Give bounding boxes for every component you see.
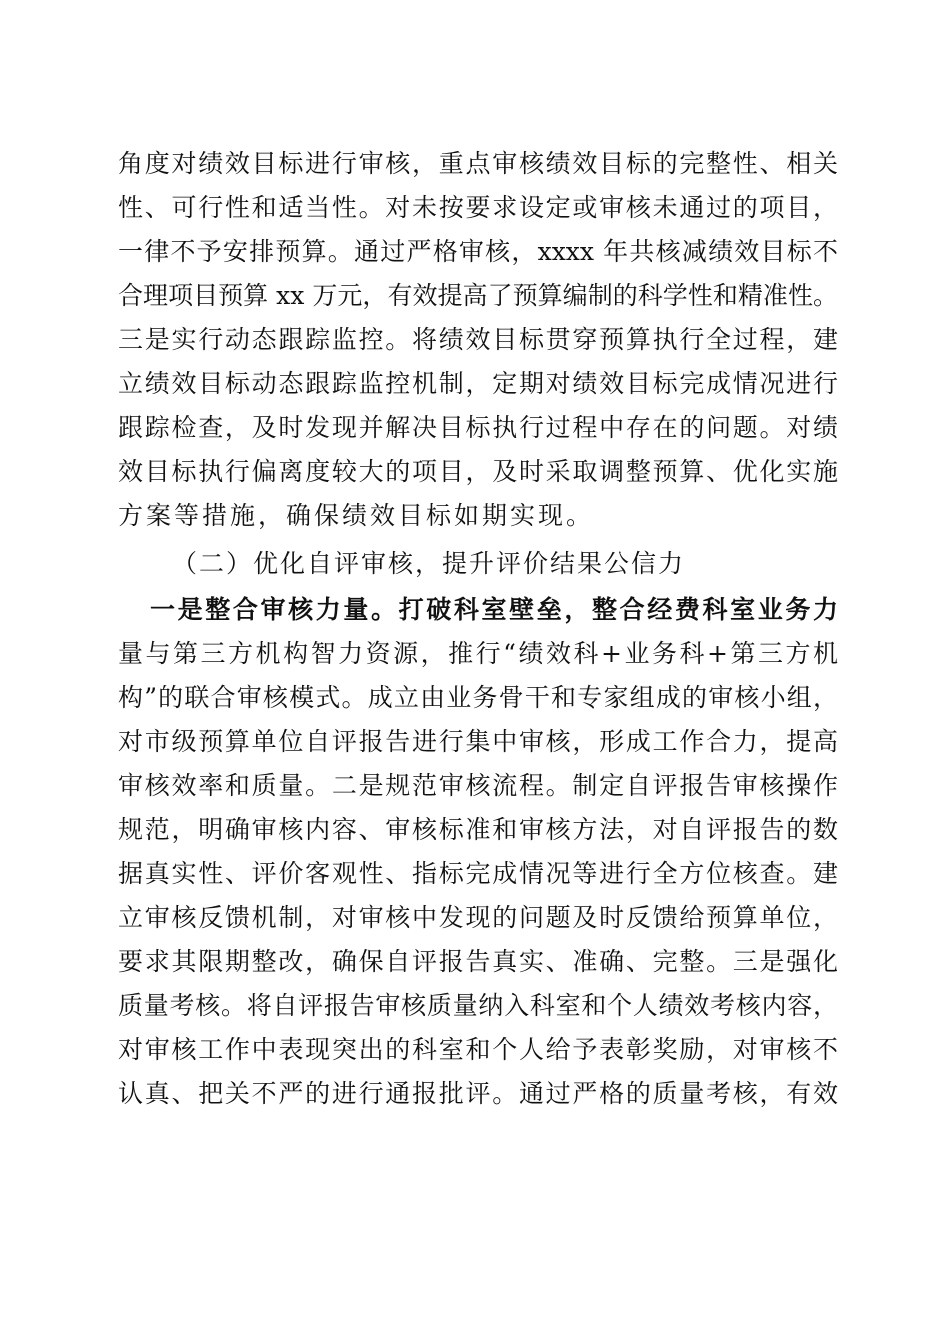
section-line-9: 要求其限期整改，确保自评报告真实、准确、完整。三是强化 [118,947,838,976]
section-line-4: 对市级预算单位自评报告进行集中审核，形成工作合力，提高 [118,727,838,756]
body-line-8: 效目标执行偏离度较大的项目，及时采取调整预算、优化实施 [118,457,838,486]
section-line-5: 审核效率和质量。二是规范审核流程。制定自评报告审核操作 [118,771,838,800]
section-line-6: 规范，明确审核内容、审核标准和审核方法，对自评报告的数 [118,815,838,844]
body-line-3: 一律不予安排预算。通过严格审核，xxxx 年共核减绩效目标不 [118,237,838,266]
section-line-12: 认真、把关不严的进行通报批评。通过严格的质量考核，有效 [118,1079,838,1108]
body-line-5: 三是实行动态跟踪监控。将绩效目标贯穿预算执行全过程，建 [118,325,838,354]
section-line-8: 立审核反馈机制，对审核中发现的问题及时反馈给预算单位， [118,903,838,932]
body-line-7: 跟踪检查，及时发现并解决目标执行过程中存在的问题。对绩 [118,413,838,442]
section-line-11: 对审核工作中表现突出的科室和个人给予表彰奖励，对审核不 [118,1035,838,1064]
section-heading: （二）优化自评审核，提升评价结果公信力 [172,549,686,578]
body-line-4: 合理项目预算 xx 万元，有效提高了预算编制的科学性和精准性。 [118,281,838,310]
section-line-2: 量与第三方机构智力资源，推行“绩效科+业务科+第三方机 [118,639,838,668]
section-line-3: 构”的联合审核模式。成立由业务骨干和专家组成的审核小组， [118,683,838,712]
body-line-1: 角度对绩效目标进行审核，重点审核绩效目标的完整性、相关 [118,149,838,178]
body-line-2: 性、可行性和适当性。对未按要求设定或审核未通过的项目， [118,193,838,222]
body-line-6: 立绩效目标动态跟踪监控机制，定期对绩效目标完成情况进行 [118,369,838,398]
section-line-10: 质量考核。将自评报告审核质量纳入科室和个人绩效考核内容， [118,991,838,1020]
section-line-1: 一是整合审核力量。打破科室壁垒，整合经费科室业务力 [150,595,838,624]
body-line-9: 方案等措施，确保绩效目标如期实现。 [118,501,595,530]
section-line-7: 据真实性、评价客观性、指标完成情况等进行全方位核查。建 [118,859,838,888]
